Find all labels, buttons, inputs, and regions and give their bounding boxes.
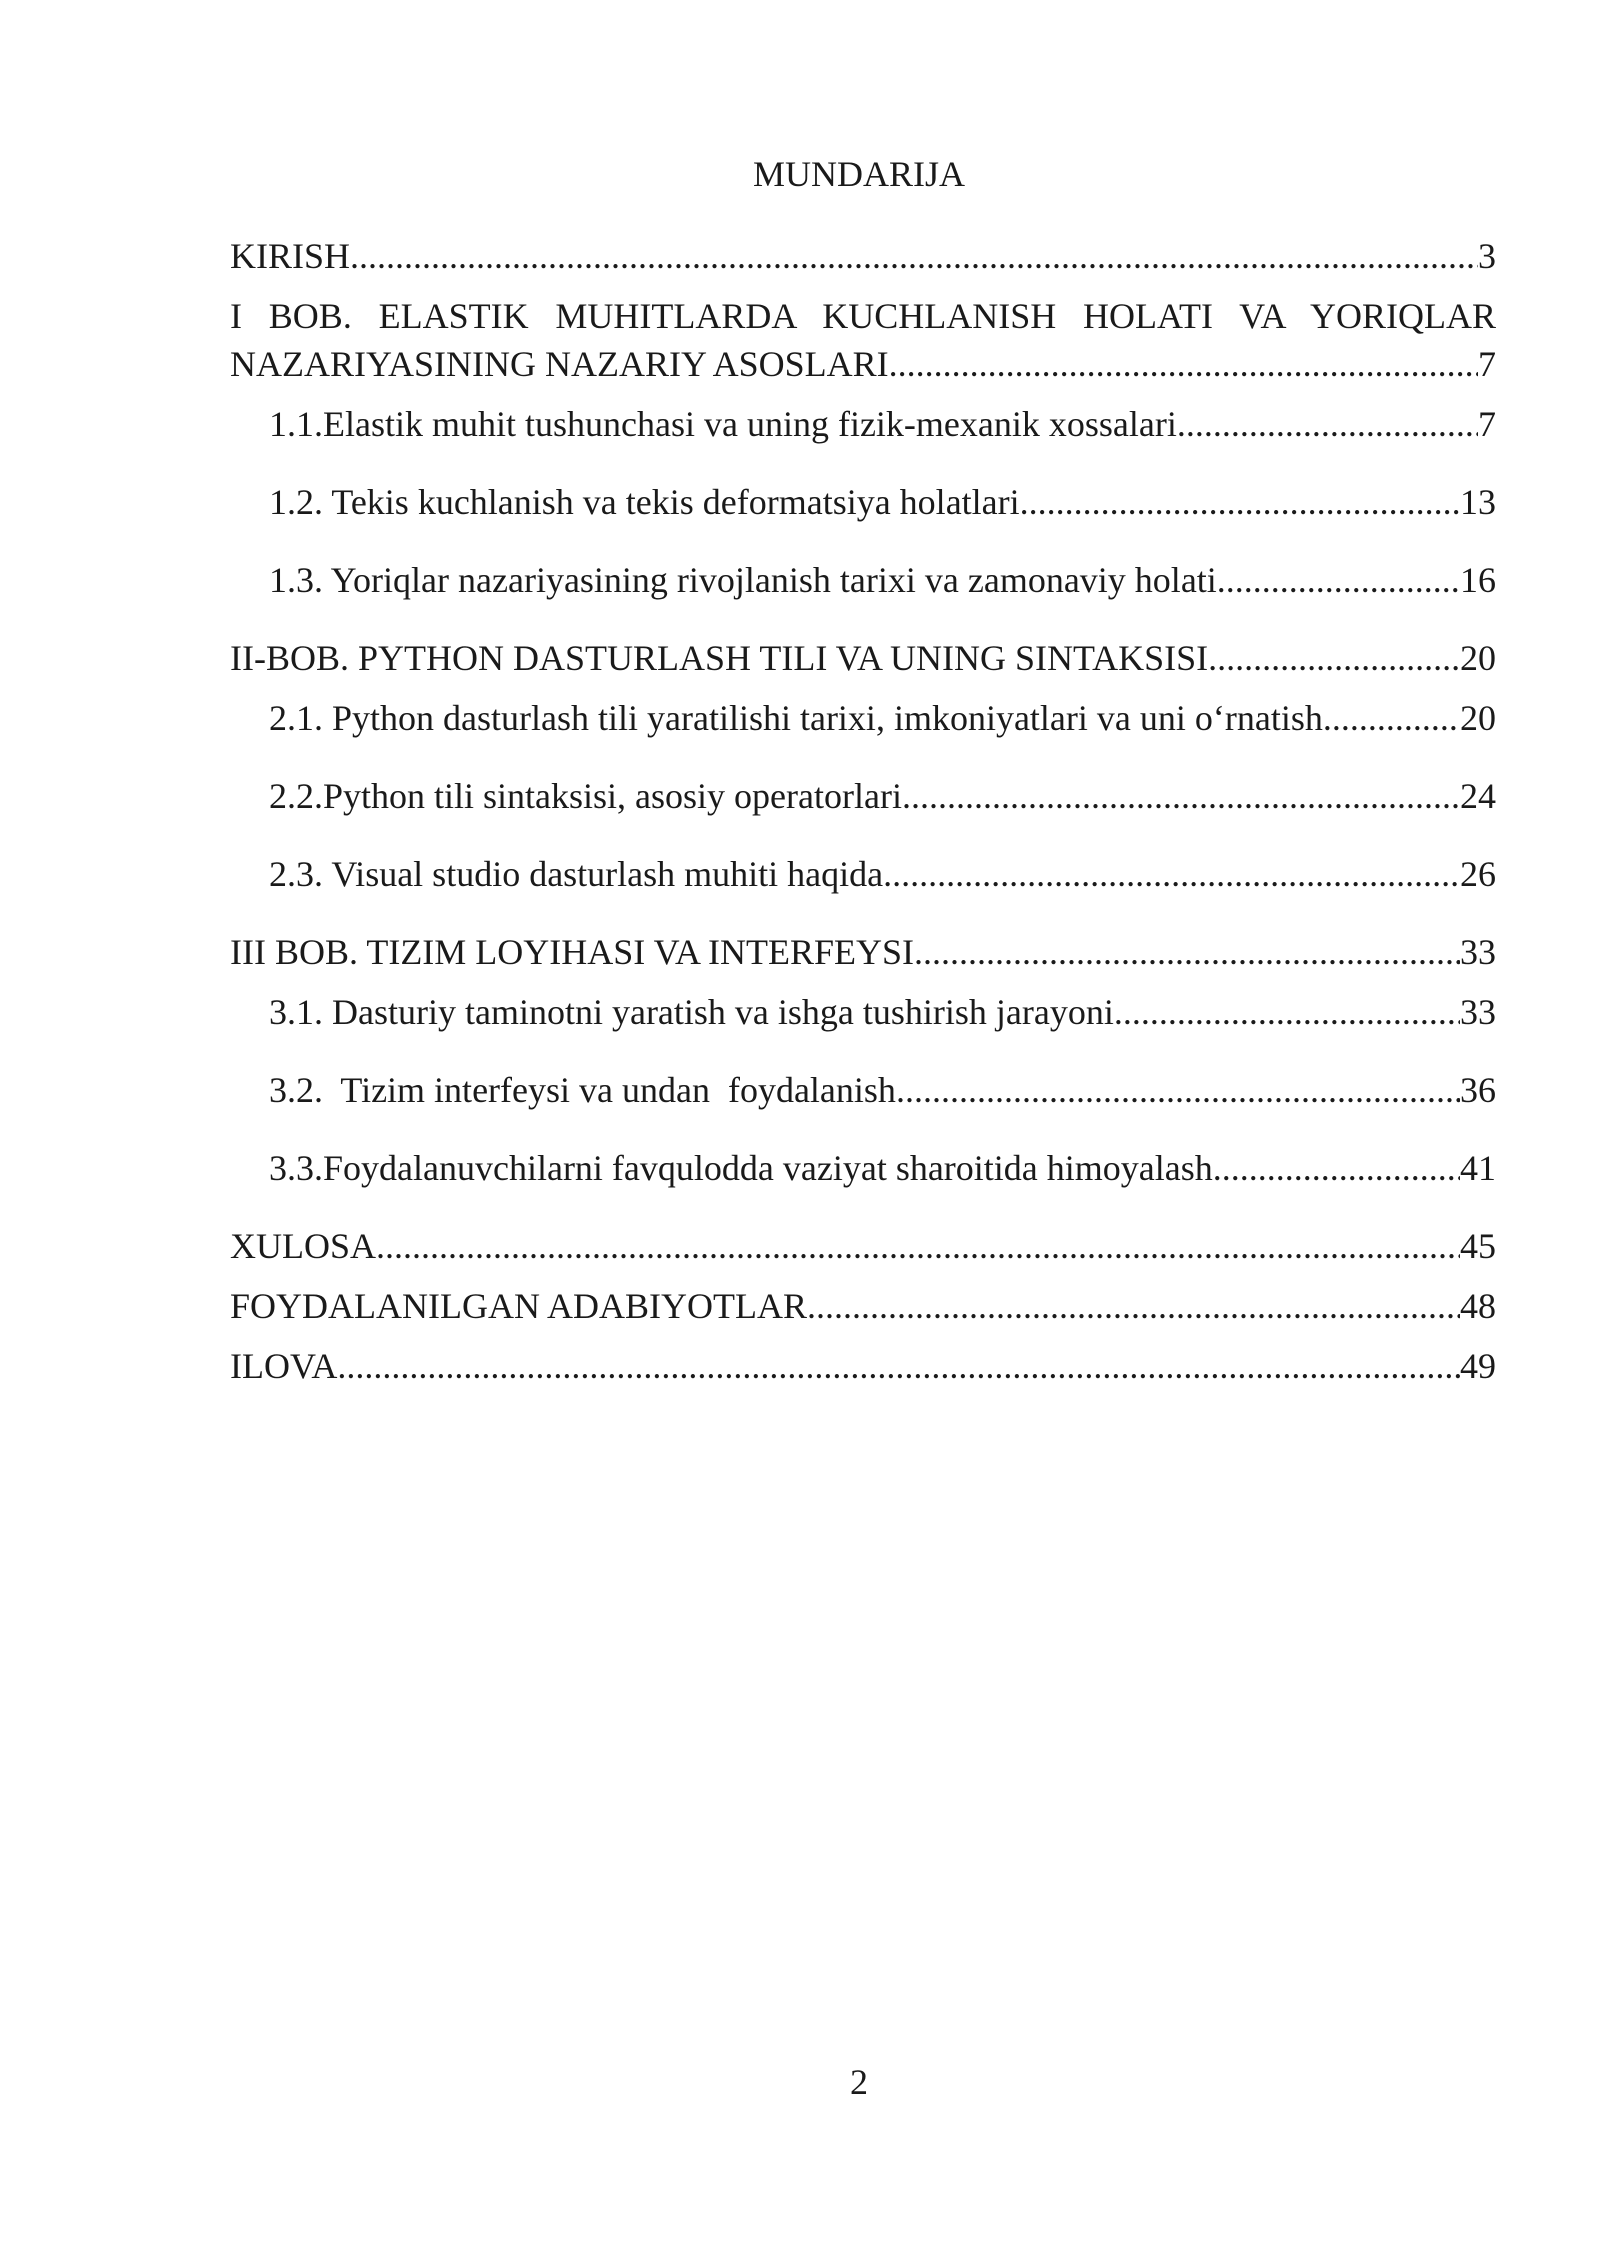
- dot-leader: [889, 340, 1478, 388]
- toc-entry-ilova[interactable]: [230, 1342, 1496, 1390]
- toc-entry-kirish[interactable]: [230, 232, 1496, 280]
- toc-entry-text: 1.1.Elastik muhit tushunchasi va uning fizik-mexanik xossalari: [269, 404, 1177, 444]
- toc-entry-text: 3.2. Tizim interfeysi va undan foydalanish: [269, 1070, 896, 1110]
- dot-leader: [914, 928, 1460, 976]
- dot-leader: [883, 850, 1460, 898]
- toc-entry-section-3-2[interactable]: [230, 1066, 1496, 1114]
- page-number: 2: [850, 2062, 868, 2102]
- toc-entry-text: II-BOB. PYTHON DASTURLASH TILI VA UNING SINTAKSISI: [230, 638, 1209, 678]
- toc-entry-section-1-1[interactable]: [230, 400, 1496, 448]
- page-title: MUNDARIJA: [752, 154, 965, 194]
- toc-page-number: 49: [1460, 1346, 1496, 1386]
- dot-leader: [350, 232, 1478, 280]
- toc-entry-text: 3.3.Foydalanuvchilarni favqulodda vaziyat sharoitida himoyalash: [269, 1148, 1213, 1188]
- toc-entry-section-2-1[interactable]: [230, 694, 1496, 742]
- toc-entry-chapter-3[interactable]: [230, 928, 1496, 976]
- toc-page-number: 48: [1460, 1286, 1496, 1326]
- dot-leader: [1208, 634, 1460, 682]
- dot-leader: [1217, 556, 1460, 604]
- toc-page-number: 45: [1460, 1226, 1496, 1266]
- toc-entry-section-3-3[interactable]: [230, 1144, 1496, 1192]
- dot-leader: [1114, 988, 1460, 1036]
- dot-leader: [807, 1282, 1460, 1330]
- toc-entry-text: 2.1. Python dasturlash tili yaratilishi tarixi, imkoniyatlari va uni o‘rnatish: [269, 698, 1323, 738]
- dot-leader: [1177, 400, 1478, 448]
- dot-leader: [376, 1222, 1460, 1270]
- toc-entry-line-2: [230, 340, 1496, 388]
- toc-page-number: 7: [1478, 404, 1496, 444]
- toc-entry-section-3-1[interactable]: [230, 988, 1496, 1036]
- toc-entry-text: KIRISH: [230, 236, 351, 276]
- toc-entry-text: XULOSA: [230, 1226, 377, 1266]
- toc-entry-adabiyotlar[interactable]: [230, 1282, 1496, 1330]
- toc-entry-text: III BOB. TIZIM LOYIHASI VA INTERFEYSI: [230, 932, 914, 972]
- toc-entry-text: 2.2.Python tili sintaksisi, asosiy operatorlari: [269, 776, 902, 816]
- toc-page-number: 33: [1460, 992, 1496, 1032]
- toc-page-number: 20: [1460, 638, 1496, 678]
- dot-leader: [896, 1066, 1460, 1114]
- toc-page-number: 36: [1460, 1070, 1496, 1110]
- table-of-contents: [230, 232, 1496, 1402]
- dot-leader: [337, 1342, 1460, 1390]
- toc-entry-section-2-3[interactable]: [230, 850, 1496, 898]
- toc-page-number: 26: [1460, 854, 1496, 894]
- toc-entry-text: FOYDALANILGAN ADABIYOTLAR: [230, 1286, 807, 1326]
- toc-entry-section-1-2[interactable]: [230, 478, 1496, 526]
- dot-leader: [1323, 694, 1460, 742]
- toc-entry-section-1-3[interactable]: [230, 556, 1496, 604]
- toc-entry-text: 1.2. Tekis kuchlanish va tekis deformatsiya holatlari: [269, 482, 1020, 522]
- toc-entry-section-2-2[interactable]: [230, 772, 1496, 820]
- dot-leader: [1213, 1144, 1460, 1192]
- toc-page-number: 16: [1460, 560, 1496, 600]
- toc-page-number: 33: [1460, 932, 1496, 972]
- toc-entry-chapter-2[interactable]: [230, 634, 1496, 682]
- dot-leader: [1020, 478, 1460, 526]
- toc-entry-text: 2.3. Visual studio dasturlash muhiti haqida: [269, 854, 884, 894]
- toc-page-number: 20: [1460, 698, 1496, 738]
- toc-entry-text: 3.1. Dasturiy taminotni yaratish va ishga tushirish jarayoni: [269, 992, 1114, 1032]
- toc-entry-text: ILOVA: [230, 1346, 338, 1386]
- toc-entry-text: 1.3. Yoriqlar nazariyasining rivojlanish tarixi va zamonaviy holati: [269, 560, 1217, 600]
- toc-entry-xulosa[interactable]: [230, 1222, 1496, 1270]
- toc-page-number: 13: [1460, 482, 1496, 522]
- toc-page-number: 3: [1478, 236, 1496, 276]
- toc-page-number: 7: [1478, 344, 1496, 384]
- toc-entry-text-line-2: NAZARIYASINING NAZARIY ASOSLARI: [230, 344, 889, 384]
- dot-leader: [902, 772, 1460, 820]
- toc-page-number: 24: [1460, 776, 1496, 816]
- toc-entry-chapter-1[interactable]: [230, 292, 1496, 388]
- toc-entry-text-line-1: I BOB. ELASTIK MUHITLARDA KUCHLANISH HOLATI VA YORIQLAR: [230, 296, 1496, 336]
- toc-page-number: 41: [1460, 1148, 1496, 1188]
